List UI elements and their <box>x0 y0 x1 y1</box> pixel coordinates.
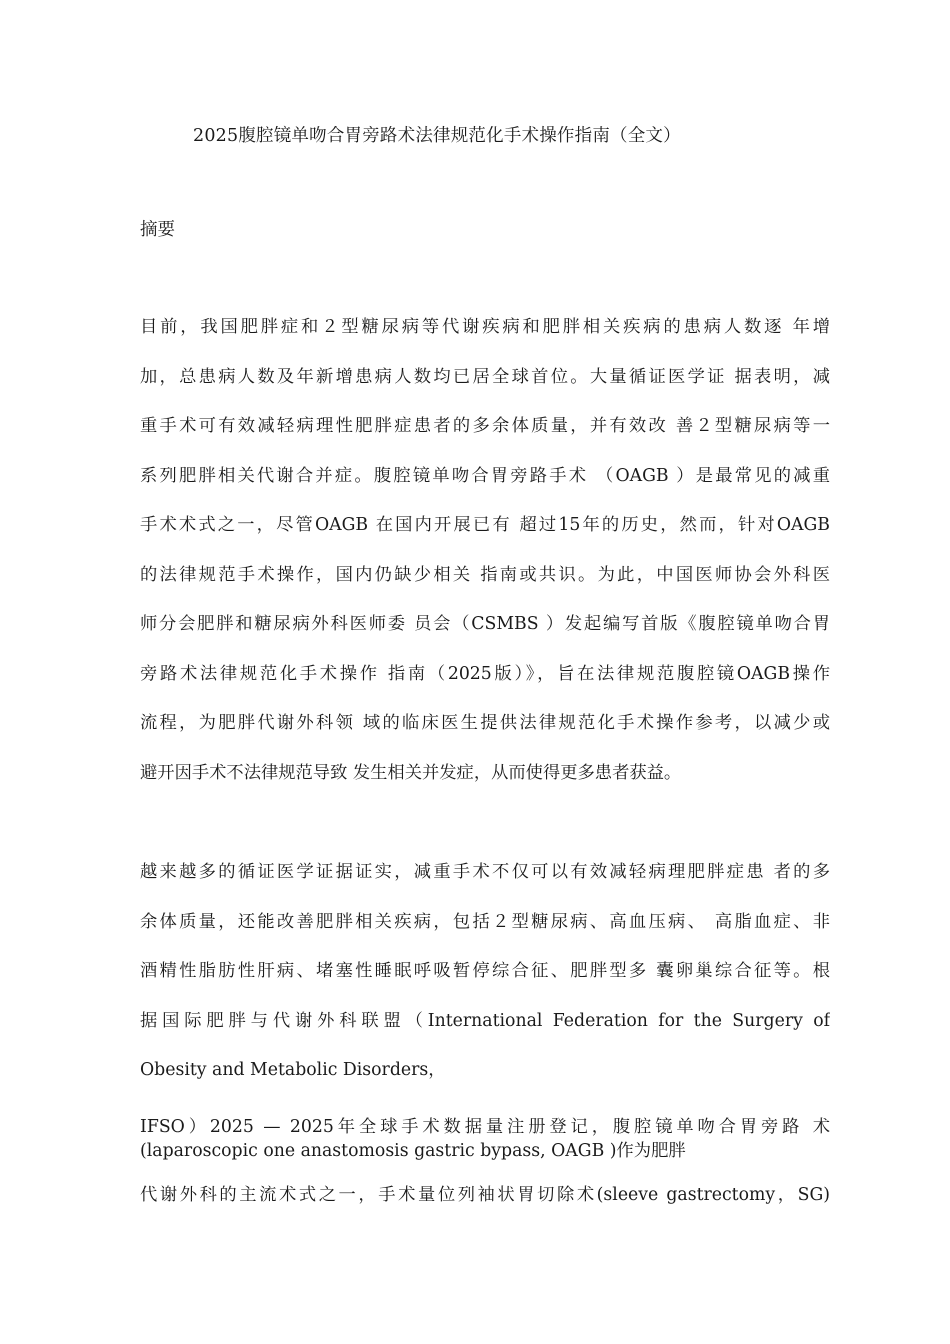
text-line: 旁路术法律规范化手术操作 指南（2025版）》，旨在法律规范腹腔镜OAGB操作 <box>140 663 830 684</box>
text-line: 代谢外科的主流术式之一，手术量位列袖状胃切除术(sleeve gastrectomy，SG) <box>140 1185 830 1205</box>
text-line: 加，总患病人数及年新增患病人数均已居全球首位。大量循证医学证 据表明，减 <box>140 366 830 387</box>
text-line: 师分会肥胖和糖尿病外科医师委 员会（CSMBS ）发起编写首版《腹腔镜单吻合胃 <box>140 614 830 634</box>
text-line: Obesity and Metabolic Disorders， <box>140 1060 446 1080</box>
document-title: 2025腹腔镜单吻合胃旁路术法律规范化手术操作指南（全文） <box>193 126 681 146</box>
text-line: 越来越多的循证医学证据证实，减重手术不仅可以有效减轻病理肥胖症患 者的多 <box>140 862 830 882</box>
text-line: 系列肥胖相关代谢合并症。腹腔镜单吻合胃旁路手术 （OAGB ）是最常见的减重 <box>140 465 830 486</box>
abstract-heading: 摘要 <box>140 220 175 240</box>
paragraph-ifso <box>140 1115 830 1163</box>
text-line: 手术术式之一，尽管OAGB 在国内开展已有 超过15年的历史，然而，针对OAGB <box>140 515 830 535</box>
text-line: 据国际肥胖与代谢外科联盟（International Federation for the Surgery of <box>140 1010 830 1031</box>
text-line: 余体质量，还能改善肥胖相关疾病，包括２型糖尿病、高血压病、 高脂血症、非 <box>140 911 830 932</box>
paragraph-abstract <box>140 313 830 808</box>
text-line: 目前，我国肥胖症和２型糖尿病等代谢疾病和肥胖相关疾病的患病人数逐 年增 <box>140 317 830 337</box>
text-line: (laparoscopic one anastomosis gastric bypass, OAGB )作为肥胖 <box>140 1141 686 1161</box>
text-line: 流程，为肥胖代谢外科领 域的临床医生提供法律规范化手术操作参考，以减少或 <box>140 713 830 733</box>
text-line: 酒精性脂肪性肝病、堵塞性睡眠呼吸暂停综合征、肥胖型多 囊卵巢综合征等。根 <box>140 961 830 981</box>
paragraph-mainstream <box>140 1183 830 1207</box>
text-line: IFSO）2025 — 2025年全球手术数据量注册登记，腹腔镜单吻合胃旁路 术 <box>140 1117 830 1137</box>
text-line: 避开因手术不法律规范导致 发生相关并发症，从而使得更多患者获益。 <box>140 762 682 783</box>
text-line: 的法律规范手术操作，国内仍缺少相关 指南或共识。为此，中国医师协会外科医 <box>140 564 830 585</box>
text-line: 重手术可有效减轻病理性肥胖症患者的多余体质量，并有效改 善２型糖尿病等一 <box>140 416 830 436</box>
paragraph-evidence <box>140 858 830 1106</box>
